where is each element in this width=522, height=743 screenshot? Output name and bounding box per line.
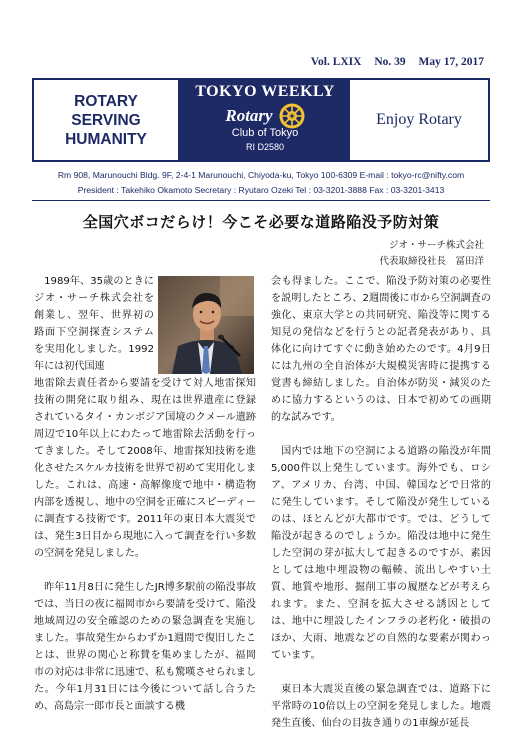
newsletter-title: TOKYO WEEKLY [195, 83, 335, 100]
masthead-motto: Enjoy Rotary [376, 111, 462, 128]
rotary-logo-row [225, 103, 304, 129]
article-paragraph: 国内では地下の空洞による道路の陥没が年間5,000件以上発生しています。海外でも、ロシア、アメリカ、台湾、中国、韓国などで日常的に発生しています。そして陥没が発生しているのは、ほとんどが大都市です。では、どうして陥没が起きるのでしょうか。陥没は地中に発生した空洞の芽が拡大して起きるのですが、素因としては地中埋設物の輻輳、流出しやすい土質、地質や地形、掘削工事の履歴などが考えられます。また、空洞を拡大させる誘因としては、地中に埋設したインフラの老朽化・破損のほか、大雨、地震などの自然的な要素が関わっています。 [271, 446, 491, 661]
masthead [32, 78, 490, 162]
issue-date: May 17, 2017 [418, 56, 484, 68]
club-name: Club of Tokyo [231, 127, 299, 139]
author-name: 代表取締役社長 冨田洋 [379, 256, 484, 267]
rotary-wheel-icon [279, 103, 305, 129]
district-label: RI D2580 [245, 142, 285, 152]
header-divider [32, 200, 490, 201]
slogan-line: SERVING [71, 111, 141, 129]
article-headline: 全国穴ボコだらけ！今こそ必要な道路陥没予防対策 [82, 213, 440, 231]
article-paragraph-continued: 地雷除去責任者から要請を受けて対人地雷探知技術の開発に取り組み、現在は世界遺産に登録されているタイ・カンボジア国境のクメール遺跡周辺で10年以上にわたって地雷除去活動を行ってきました。そして2008年、地雷探知技術を進化させたスケルカ技術を世界で初めて実用化しました。これは、高速・高解像度で地中・構造物内部を透視し、地中の空洞を正確にスピーディーに調査する技術です。2011年の東日本大震災では、発生3日目から現地に入って調査を行い多数の空洞を発見しました。 [34, 378, 256, 559]
masthead-slogan [34, 80, 180, 160]
article-column-left [34, 273, 256, 715]
slogan-line: HUMANITY [65, 130, 147, 148]
rotary-wordmark: Rotary [225, 106, 273, 125]
author-company: ジオ・サーチ株式会社 [388, 240, 484, 251]
article-paragraph: 会も得ました。ここで、陥没予防対策の必要性を説明したところ、2週間後に市から空洞調査の強化、東京大学との共同研究、陥没等に関する知見の発信などを行うとの記者発表があり、具体化に向けてすぐに動き始めたのです。4月9日には九州の全自治体が大規模災害時に提携する覚書も締結しました。自治体が防災・減災のために協力するというのは、日本で初めての画期的な試みです。 [271, 276, 491, 423]
article-paragraph: 昨年11月8日に発生したJR博多駅前の陥没事故では、当日の夜に福岡市から要請を受けて、陥没地域周辺の安全確認のための緊急調査を実施しました。事故発生からわずか1週間で復旧したことは、世界の関心と称賛を集めましたが、福岡市の対応は非常に迅速で、私も驚嘆させられました。今年1月31日には今後について話し合うため、高島宗一郎市長と面談する機 [34, 582, 256, 712]
issue-volume: Vol. LXIX [310, 56, 362, 68]
issue-number: No. 39 [374, 56, 406, 68]
contact-address: Rm 908, Marunouchi Bldg. 9F, 2-4-1 Marunouchi, Chiyoda-ku, Tokyo 100-6309 E-mail : tokyo-rc@nifty.com [57, 170, 465, 180]
article-paragraph: 東日本大震災直後の緊急調査では、道路下に平常時の10倍以上の空洞を発見しました。地震発生直後、仙台の目抜き通りの1車線が延長 [271, 684, 491, 729]
masthead-logo-block [180, 80, 350, 160]
issue-info [301, 56, 484, 68]
contact-officers: President : Takehiko Okamoto Secretary : Ryutaro Ozeki Tel : 03-3201-3888 Fax : 03-3201-3413 [77, 185, 445, 195]
slogan-line: ROTARY [74, 92, 138, 110]
article-paragraph: 1989年、35歳のときにジオ・サーチ株式会社を創業し、翌年、世界初の路面下空洞探査システムを実用化しました。1992年には初代国連 [34, 276, 154, 372]
article-column-right [271, 273, 491, 732]
